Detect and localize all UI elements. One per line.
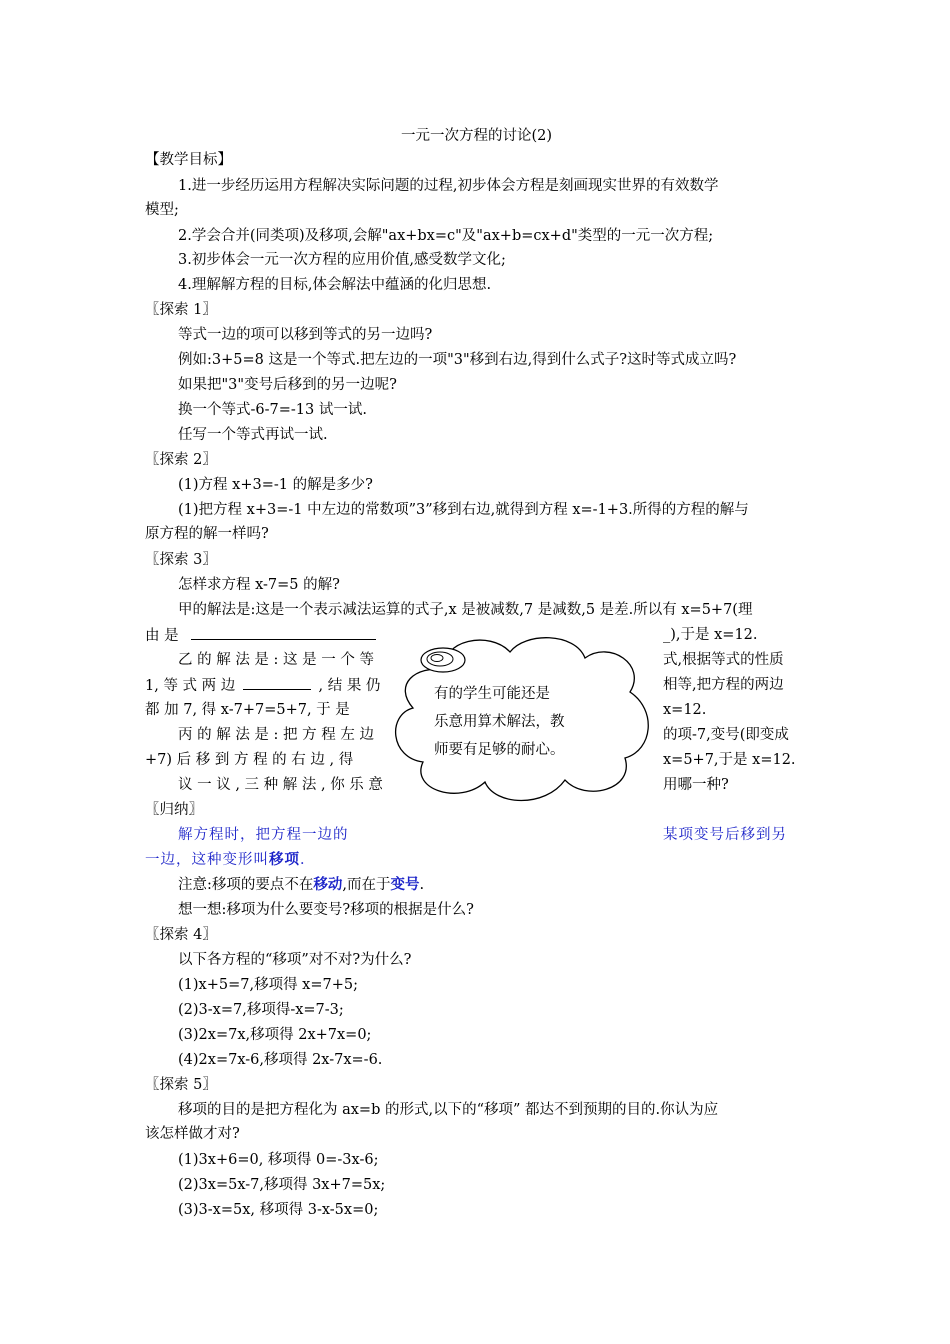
explore4-line: 以下各方程的“移项”对不对?为什么? — [178, 952, 412, 968]
explore4-heading: 〖探索 4〗 — [145, 927, 217, 943]
explore3-heading: 〖探索 3〗 — [145, 552, 217, 568]
text-segment: 1, 等 式 两 边 — [145, 678, 236, 694]
explore1-line: 等式一边的项可以移到等式的另一边吗? — [178, 327, 433, 343]
text-segment: ． — [300, 852, 316, 868]
explore5-line: (2)3x=5x-7,移项得 3x+7=5x; — [178, 1177, 386, 1193]
explore2-heading: 〖探索 2〗 — [145, 452, 217, 468]
keyword-sign-change: 变号 — [390, 877, 420, 893]
summary-note — [178, 875, 424, 895]
method-bing-left-2: +7) 后 移 到 方 程 的 右 边 , 得 — [145, 752, 354, 768]
objective-3: 3.初步体会一元一次方程的应用价值,感受数学文化; — [178, 252, 506, 268]
objective-1: 1.进一步经历运用方程解决实际问题的过程,初步体会方程是刻画现实世界的有效数学 — [178, 178, 719, 194]
explore1-line: 例如:3+5=8 这是一个等式.把左边的一项"3"移到右边,得到什么式子?这时等式成立吗? — [178, 352, 737, 368]
explore3-line: 甲的解法是:这是一个表示减法运算的式子,x 是被减数,7 是减数,5 是差.所以有 x=5+7(理 — [178, 602, 753, 618]
text-segment: 一边，这种变形叫 — [145, 852, 269, 868]
method-yi-left-2 — [145, 675, 380, 696]
cloud-note-line: 乐意用算术解法，教 — [434, 714, 565, 730]
explore2-line: (1)方程 x+3=-1 的解是多少? — [178, 477, 373, 493]
method-yi-left-3: 都 加 7, 得 x-7+7=5+7, 于 是 — [145, 702, 350, 718]
cloud-note-line: 有的学生可能还是 — [434, 686, 550, 702]
explore5-line: (1)3x+6=0, 移项得 0=-3x-6; — [178, 1152, 379, 1168]
text-segment: . — [419, 877, 425, 893]
method-yi-right: 式,根据等式的性质 — [663, 652, 784, 668]
operation-blank[interactable] — [243, 675, 311, 690]
method-bing-right: 的项-7,变号(即变成 — [663, 727, 789, 743]
explore5-heading: 〖探索 5〗 — [145, 1077, 217, 1093]
objective-1-cont: 模型; — [145, 202, 179, 218]
explore1-line: 任写一个等式再试一试. — [178, 427, 328, 443]
summary-heading: 〖归纳〗 — [145, 802, 203, 818]
explore3-reason-left — [145, 625, 376, 646]
reason-blank[interactable] — [191, 625, 376, 640]
method-bing-left: 丙 的 解 法 是 : 把 方 程 左 边 — [178, 727, 374, 743]
keyword-move: 移动 — [313, 877, 343, 893]
reason-label: 由 是 — [145, 628, 179, 644]
explore3-line: 怎样求方程 x-7=5 的解? — [178, 577, 340, 593]
explore5-line: 移项的目的是把方程化为 ax=b 的形式,以下的“移项” 都达不到预期的目的.你认为应 — [178, 1102, 719, 1118]
explore1-heading: 〖探索 1〗 — [145, 302, 217, 318]
explore4-line: (2)3-x=7,移项得-x=7-3; — [178, 1002, 344, 1018]
discuss-left: 议 一 议 , 三 种 解 法 , 你 乐 意 — [178, 777, 383, 793]
explore1-line: 换一个等式-6-7=-13 试一试. — [178, 402, 367, 418]
text-segment: ,而在于 — [342, 877, 391, 893]
text-segment: , 结 果 仍 — [318, 678, 381, 694]
summary-think: 想一想:移项为什么要变号?移项的根据是什么? — [178, 902, 474, 918]
method-bing-right-2: x=5+7,于是 x=12. — [663, 752, 796, 768]
objective-2: 2.学会合并(同类项)及移项,会解"ax+bx=c"及"ax+b=cx+d"类型的一元一次方程; — [178, 228, 714, 244]
method-yi-right-3: x=12. — [663, 702, 707, 718]
summary-rule-right: 某项变号后移到另 — [663, 827, 787, 843]
summary-rule-cont — [145, 850, 316, 870]
cloud-note-line: 师要有足够的耐心。 — [434, 742, 565, 758]
text-segment: 注意:移项的要点不在 — [178, 877, 314, 893]
explore2-line-cont: 原方程的解一样吗? — [145, 526, 269, 542]
explore2-line: (1)把方程 x+3=-1 中左边的常数项”3”移到右边,就得到方程 x=-1+3.所得的方程的解与 — [178, 502, 749, 518]
page-title: 一元一次方程的讨论(2) — [400, 128, 553, 144]
explore4-line: (4)2x=7x-6,移项得 2x-7x=-6. — [178, 1052, 383, 1068]
explore3-reason-right: _),于是 x=12. — [663, 627, 758, 643]
objective-4: 4.理解解方程的目标,体会解法中蕴涵的化归思想. — [178, 277, 492, 293]
method-yi-right-2: 相等,把方程的两边 — [663, 677, 784, 693]
explore5-line-cont: 该怎样做才对? — [145, 1126, 240, 1142]
explore1-line: 如果把"3"变号后移到的另一边呢? — [178, 377, 397, 393]
explore4-line: (3)2x=7x,移项得 2x+7x=0; — [178, 1027, 372, 1043]
term-transposition: 移项 — [269, 852, 300, 868]
discuss-right: 用哪一种? — [663, 777, 729, 793]
method-yi-left: 乙 的 解 法 是 : 这 是 一 个 等 — [178, 652, 374, 668]
explore5-line: (3)3-x=5x, 移项得 3-x-5x=0; — [178, 1202, 379, 1218]
objectives-heading: 【教学目标】 — [145, 152, 232, 168]
explore4-line: (1)x+5=7,移项得 x=7+5; — [178, 977, 358, 993]
summary-rule-left: 解方程时，把方程一边的 — [178, 827, 349, 843]
